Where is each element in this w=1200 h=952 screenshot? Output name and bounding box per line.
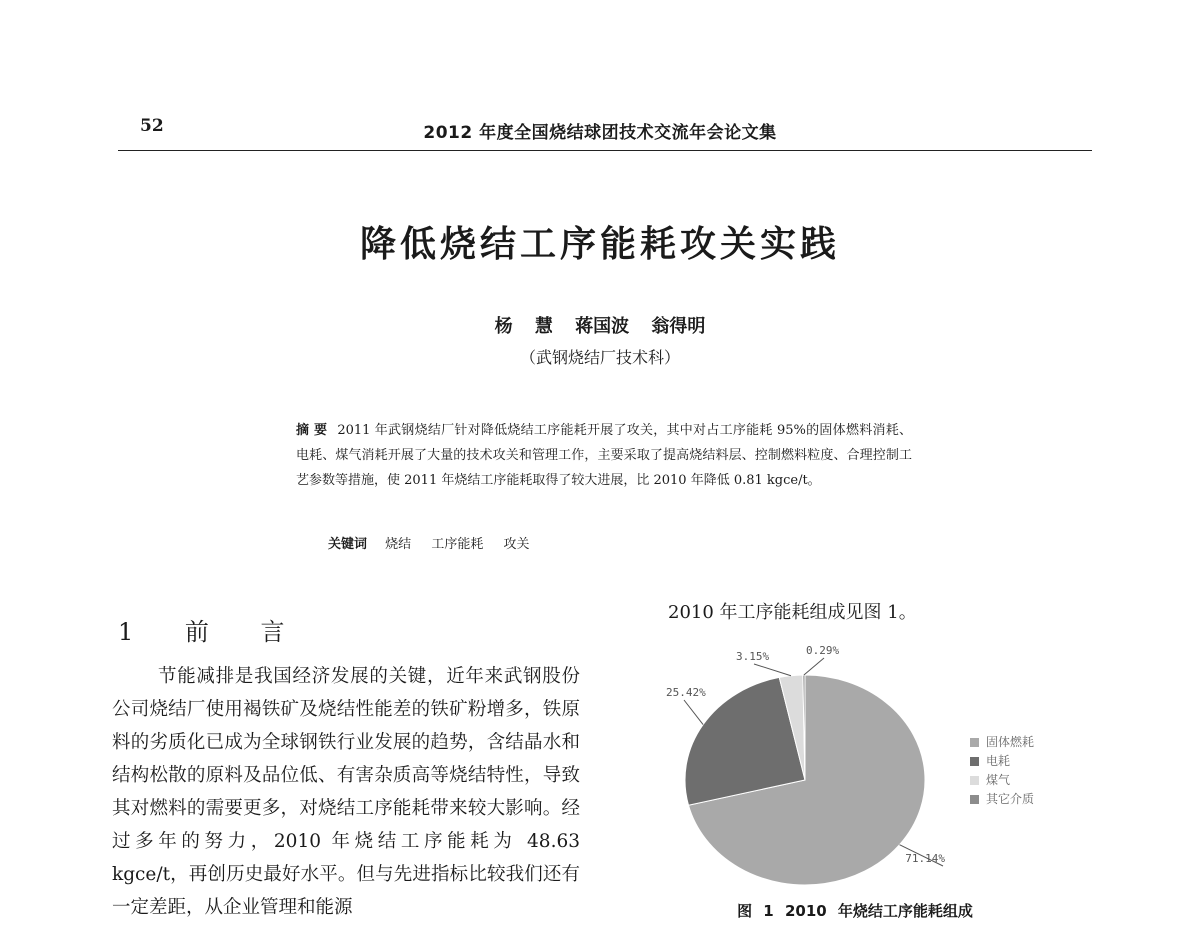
keywords (328, 533, 545, 552)
leader-line (804, 658, 824, 675)
affiliation: （武钢烧结厂技术科） (519, 348, 680, 367)
leader-line (684, 700, 703, 725)
pie-slices (685, 675, 925, 885)
chart-legend (970, 734, 1034, 806)
paper-title: 降低烧结工序能耗攻关实践 (359, 224, 840, 265)
figure-caption: 图 1 2010 年烧结工序能耗组成 (737, 902, 973, 920)
pie-data-label: 71.14% (905, 852, 945, 865)
keyword: 工序能耗 (431, 537, 484, 552)
keywords-label: 关键词 (328, 537, 368, 552)
header-rule (118, 150, 1092, 151)
section-heading: 1 前 言 (118, 618, 307, 646)
legend-label: 煤气 (986, 773, 1011, 787)
keyword: 攻关 (503, 537, 530, 552)
pie-data-label: 3.15% (736, 650, 770, 663)
pie-data-label: 25.42% (666, 686, 706, 699)
keyword: 烧结 (385, 537, 412, 552)
abstract (296, 418, 912, 493)
legend-swatch (970, 776, 979, 785)
running-header: 2012 年度全国烧结球团技术交流年会论文集 (423, 123, 777, 143)
page-number: 52 (140, 116, 164, 136)
pie-chart (640, 640, 1080, 890)
abstract-label: 摘 要 (296, 423, 328, 438)
pie-data-label: 0.29% (806, 644, 840, 657)
leader-line (754, 664, 791, 676)
abstract-text: 2011 年武钢烧结厂针对降低烧结工序能耗开展了攻关，其中对占工序能耗 95%的固体燃料消耗、电耗、煤气消耗开展了大量的技术攻关和管理工作，主要采取了提高烧结料层、控制燃料粒度、合理控制工艺参数等措施，使 2011 年烧结工序能耗取得了较大进展，比 2010 年降低 0.81 kgce/t。 (296, 423, 912, 488)
legend-swatch (970, 795, 979, 804)
legend-swatch (970, 738, 979, 747)
legend-label: 固体燃耗 (986, 735, 1035, 749)
legend-label: 电耗 (986, 754, 1011, 768)
authors: 杨 慧 蒋国波 翁得明 (494, 316, 706, 337)
figure-intro-text: 2010 年工序能耗组成见图 1。 (668, 602, 917, 623)
legend-label: 其它介质 (986, 792, 1035, 806)
intro-paragraph: 节能减排是我国经济发展的关键，近年来武钢股份公司烧结厂使用褐铁矿及烧结性能差的铁矿粉增多，铁原料的劣质化已成为全球钢铁行业发展的趋势，含结晶水和结构松散的原料及品位低、有害杂质高等烧结特性，导致其对燃料的需要更多，对烧结工序能耗带来较大影响。经过多年的努力，2010 年烧结工序能耗为 48.63 kgce/t，再创历史最好水平。但与先进指标比较我们还有一定差距，从企业管理和能源 (112, 666, 580, 918)
legend-swatch (970, 757, 979, 766)
